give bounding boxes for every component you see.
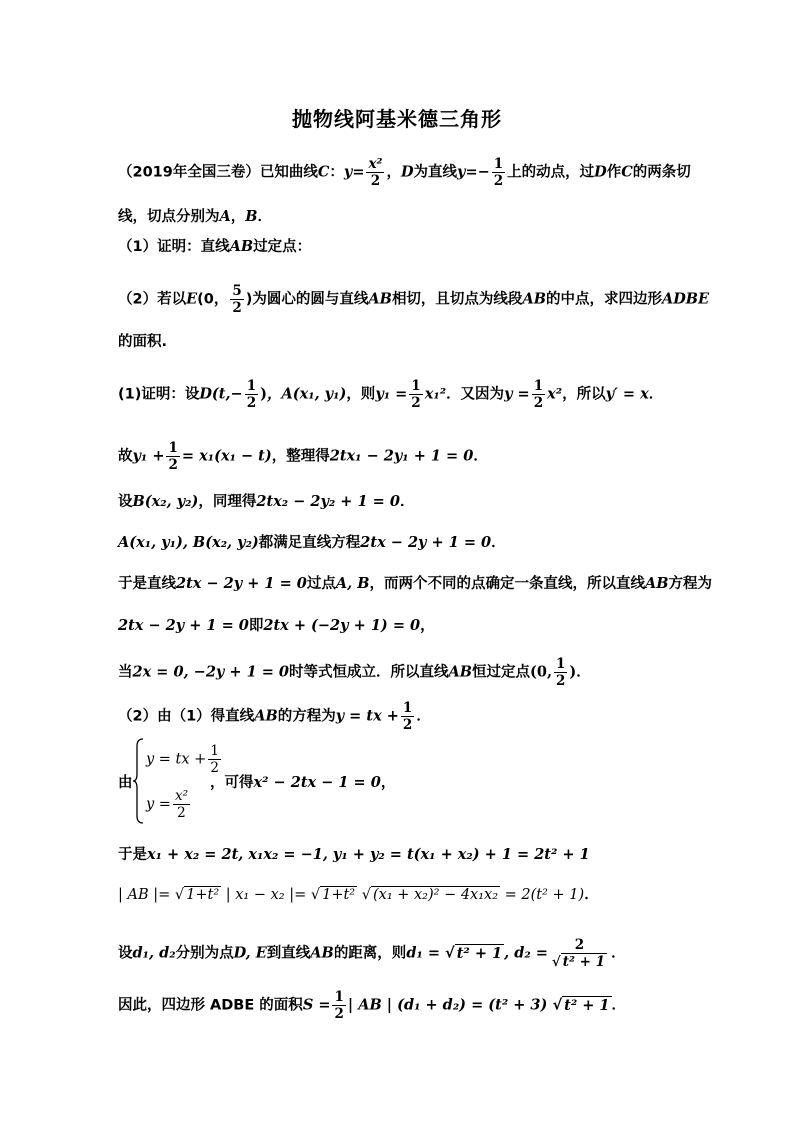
point-a: A (219, 208, 231, 225)
math-expr: 2tx − 2y + 1 = 0 (360, 534, 492, 551)
problem-text: ： (329, 164, 344, 181)
solution-text: ． (584, 887, 599, 903)
math-expr: AB (448, 663, 473, 681)
solution-text: 于是 (118, 847, 147, 863)
solution-line-9 (118, 844, 590, 866)
math-expr: ，A(x₁, y₁) (266, 385, 347, 403)
solution-line-4 (118, 532, 506, 554)
math-expr: | x₁ − x₂ |= (225, 887, 307, 903)
problem-text: 过定点： (253, 239, 312, 255)
solution-text: ． (611, 997, 627, 1014)
solution-text: 即 (248, 618, 264, 634)
solution-line-3 (118, 491, 414, 513)
problem-text: 的中点，求四边形 (545, 291, 662, 308)
solution-text: ，而两个不同的点确定一条直线，所以直线 (369, 576, 645, 592)
math-expr: d₁, d₂ (132, 944, 176, 962)
fraction-numerator: 1 (402, 700, 413, 716)
fraction-numerator: 1 (533, 378, 544, 394)
problem-text: 为直线 (413, 164, 458, 181)
problem-text: 上的动点，过 (507, 164, 595, 181)
problem-text: ． (257, 209, 273, 225)
point-b: B (245, 208, 258, 225)
solution-line-6 (118, 615, 435, 637)
math-expr: x² − 2tx − 1 = 0 (253, 774, 381, 791)
math-expr: ) (569, 663, 577, 681)
fraction-numerator: 1 (493, 156, 504, 172)
half-fraction (245, 378, 258, 411)
fraction-denominator: 2 (370, 173, 381, 189)
solution-text: 到直线 (266, 945, 311, 962)
solution-text: 当 (118, 664, 133, 681)
math-expr: AB (644, 575, 669, 592)
half-fraction (532, 378, 545, 411)
point-d: D (594, 163, 607, 181)
sqrt-expr: t² + 1 (456, 944, 503, 962)
solution-text: ，所以 (562, 386, 606, 403)
point-e: E (186, 290, 198, 308)
math-expr: B(x₂, y₂) (132, 493, 199, 510)
math-expr: d₁ = (406, 944, 440, 962)
math-expr: y₁ = (375, 385, 408, 403)
solution-line-11: 设d₁, d₂分别为点D, E到直线AB的距离，则d₁ = √ t² + 1 , d₂ = $\frac{2}{\text{√ t² + 1}}$ ． (118, 937, 626, 970)
curve-eq-lhs: y= (343, 163, 365, 181)
problem-text: 的两条切 (632, 164, 691, 181)
solution-text: 设 (118, 494, 133, 510)
fraction-numerator: 5 (232, 283, 242, 299)
math-expr: x² (547, 385, 563, 403)
solution-line-8 (118, 700, 431, 733)
half-fraction (401, 700, 414, 733)
math-expr: 2tx₂ − 2y₂ + 1 = 0 (256, 493, 400, 510)
fraction-numerator: 1 (246, 378, 257, 394)
math-expr: y₁ + (132, 447, 165, 465)
problem-line-2 (118, 206, 272, 228)
system-result (210, 772, 395, 794)
solution-text: 的方程为 (277, 708, 336, 725)
problem-part-2-cont (118, 331, 167, 353)
solution-text: 因此，四边形 ADBE 的面积 (118, 997, 303, 1014)
math-expr: 2tx − 2y + 1 = 0 (118, 617, 249, 634)
math-expr: y = (146, 796, 171, 813)
math-expr: | AB |= (118, 887, 171, 903)
fraction-denominator: 2 (177, 805, 186, 821)
fraction-denominator: 2 (411, 395, 421, 411)
fraction-numerator: 1 (556, 656, 566, 672)
sqrt-expr: 1+t² (186, 887, 220, 903)
line-eq-fraction (492, 156, 505, 189)
sqrt-expr: 1+t² (322, 887, 356, 903)
fraction-numerator: 1 (168, 440, 178, 456)
math-expr: y′ = x (605, 385, 649, 403)
solution-line-1 (118, 378, 663, 411)
math-expr: (0, (530, 663, 553, 681)
line-ab-label: AB (229, 238, 254, 255)
solution-text: 故 (118, 448, 133, 465)
solution-text: 方程为 (668, 576, 712, 592)
solution-text: ，整理得 (271, 448, 330, 465)
page-title: 抛物线阿基米德三角形 (292, 107, 502, 131)
math-expr: AB (254, 707, 278, 725)
solution-text: ． (416, 708, 431, 725)
solution-line-7 (118, 656, 591, 689)
solution-line-5 (118, 573, 712, 595)
solution-text: 时等式恒成立．所以直线 (289, 664, 449, 681)
fraction-numerator: 1 (210, 743, 219, 759)
math-expr: S = (302, 996, 331, 1014)
half-fraction (166, 440, 179, 473)
sqrt-expr: t² + 1 (564, 996, 610, 1014)
problem-source: （2019年全国三卷） (118, 164, 260, 181)
fraction-denominator: 2 (232, 300, 242, 316)
system-prefix (118, 772, 133, 794)
solution-text: 恒过定点 (472, 664, 531, 681)
math-expr: x₁² (424, 385, 447, 403)
problem-text: (0， (197, 291, 229, 308)
d2-fraction: $\frac{2}{\text{√ t² + 1}}$ (551, 937, 606, 970)
line-ab-label: AB (368, 290, 392, 308)
fraction-denominator: 2 (556, 673, 566, 689)
solution-text: ． (611, 945, 626, 962)
math-expr: x₁ + x₂ = 2t, x₁x₂ = −1, y₁ + y₂ = t(x₁ + x₂) + 1 = 2t² + 1 (147, 846, 590, 863)
solution-text: 于是直线 (118, 576, 176, 592)
math-expr: y = tx + (146, 751, 207, 768)
math-expr: 2tx − 2y + 1 = 0 (176, 575, 307, 592)
problem-text: 已知曲线 (259, 164, 318, 181)
fraction-numerator: 1 (334, 989, 344, 1005)
solution-text: 过点 (306, 576, 336, 592)
math-expr: = 2(t² + 1) (504, 887, 585, 903)
curve-label: C (621, 163, 633, 181)
problem-text: 作 (606, 164, 622, 181)
solution-text: 设 (118, 945, 133, 962)
solution-text: ，可得 (210, 775, 254, 791)
fraction-denominator: t² + 1 (562, 954, 606, 970)
solution-text: （2）由（1）得直线 (118, 708, 255, 725)
fraction-numerator: x² (368, 156, 383, 172)
half-fraction (332, 989, 345, 1022)
math-expr: 2tx + (−2y + 1) = 0 (263, 617, 421, 634)
problem-text: )为圆心的圆与直线 (245, 291, 369, 308)
solution-text: 都满足直线方程 (258, 535, 361, 551)
problem-text: ， (386, 164, 401, 181)
problem-text: 线，切点分别为 (118, 209, 220, 225)
solution-text: ． (576, 664, 591, 681)
math-expr: A(x₁, y₁), B(x₂, y₂) (118, 534, 259, 551)
solution-text: ， (380, 775, 396, 791)
curve-eq-fraction (366, 156, 384, 189)
solution-text: (1)证明：设 (118, 386, 200, 403)
problem-text: （2）若以 (118, 291, 187, 308)
solution-text: 的距离，则 (333, 945, 407, 962)
fraction-denominator: 2 (334, 1006, 344, 1022)
solution-text: 由 (118, 775, 133, 791)
fraction-numerator: x² (174, 788, 188, 804)
problem-text: 相切，且切点为线段 (391, 291, 523, 308)
problem-part-1 (118, 236, 311, 258)
fraction-denominator: 2 (246, 395, 257, 411)
problem-text: 的面积. (118, 334, 168, 350)
problem-part-2 (118, 283, 709, 316)
solution-text: ． (473, 448, 488, 465)
math-expr: = x₁(x₁ − t) (181, 447, 272, 465)
left-brace-icon (132, 738, 144, 824)
solution-text: ，同理得 (198, 494, 257, 510)
fraction-denominator: 2 (402, 717, 413, 733)
solution-text: ． (648, 386, 664, 403)
math-expr: AB (310, 944, 334, 962)
math-expr: D, E (233, 944, 267, 962)
fraction-numerator: 1 (411, 378, 421, 394)
solution-line-12: 因此，四边形 ADBE 的面积S = $\frac{1}{2}$ | AB | (d₁ + d₂) = (t² + 3) √ t² + 1 ． (118, 989, 627, 1022)
math-expr: | AB | (d₁ + d₂) = (t² + 3) (347, 996, 548, 1014)
solution-text: ． (399, 494, 415, 510)
problem-text: ， (230, 209, 246, 225)
fraction-denominator: 2 (168, 457, 178, 473)
quadrilateral-label: ADBE (661, 290, 710, 308)
solution-text: ， (420, 618, 435, 634)
solution-line-10: | AB |= √ 1+t² | x₁ − x₂ |= √ 1+t² √ (x₁ + x₂)² − 4x₁x₂ = 2(t² + 1)． (118, 887, 599, 903)
math-expr: ) (260, 385, 267, 403)
curve-label: C (317, 163, 330, 181)
half-fraction (409, 378, 422, 411)
fraction-denominator: 2 (210, 760, 219, 776)
solution-text: ． (491, 535, 506, 551)
point-d: D (400, 163, 414, 181)
math-expr: D(t,− (199, 385, 243, 403)
solution-text: 分别为点 (175, 945, 234, 962)
math-expr: 2tx₁ − 2y₁ + 1 = 0 (329, 447, 474, 465)
problem-line-1 (118, 156, 691, 189)
solution-text: ，则 (346, 386, 376, 403)
solution-text: ．又因为 (446, 386, 505, 403)
math-expr: 2x = 0, −2y + 1 = 0 (132, 663, 289, 681)
problem-text: （1）证明：直线 (118, 239, 230, 255)
math-expr: y = (504, 385, 530, 403)
system-eq-2 (146, 788, 192, 821)
line-eq-lhs: y=− (457, 163, 490, 181)
solution-line-2 (118, 440, 488, 473)
math-expr: A, B (335, 575, 370, 592)
e-coordinate-fraction (230, 283, 243, 316)
sqrt-expr: (x₁ + x₂)² − 4x₁x₂ (372, 887, 499, 903)
fraction-denominator: 2 (533, 395, 544, 411)
x-squared-half-fraction (173, 788, 190, 821)
fraction-denominator: 2 (493, 173, 504, 189)
fraction-numerator: 2 (574, 937, 585, 953)
half-fraction (554, 656, 567, 689)
line-ab-label: AB (522, 290, 546, 308)
math-expr: y = tx + (335, 707, 399, 725)
math-expr: , d₂ = (504, 944, 548, 962)
